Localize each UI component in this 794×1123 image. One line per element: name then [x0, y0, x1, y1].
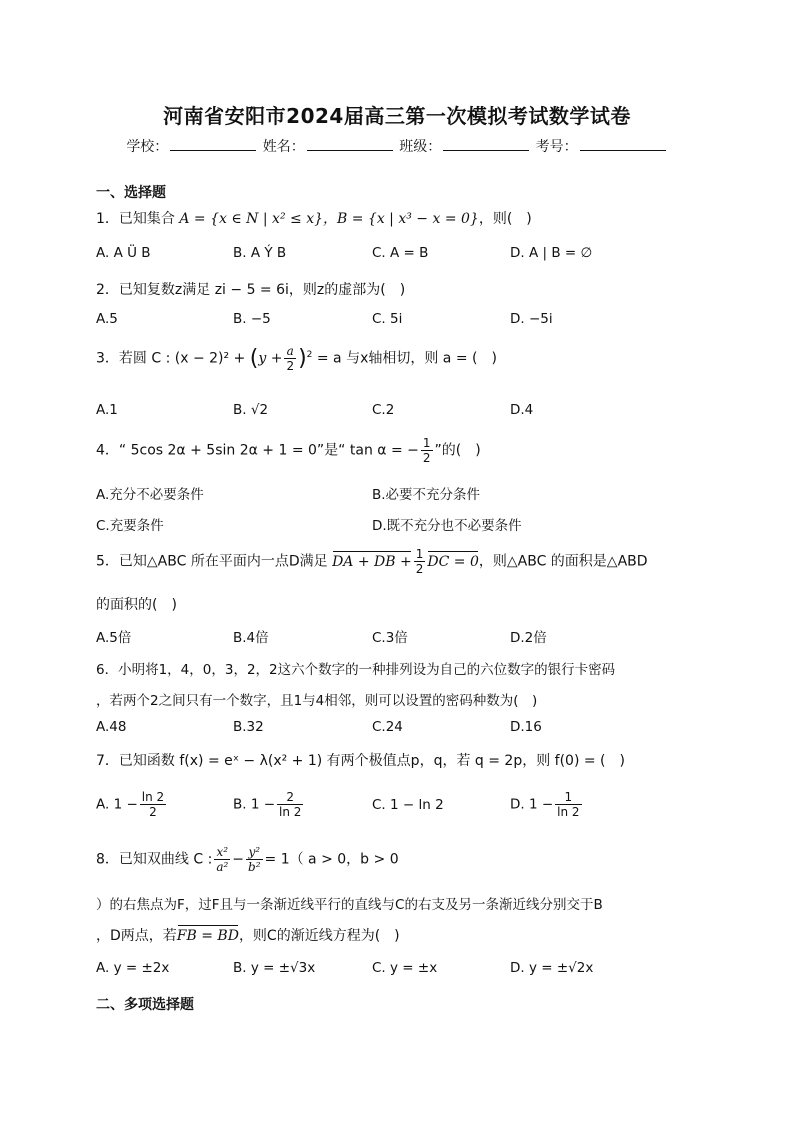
- class-blank: [443, 136, 529, 151]
- question-1-option-c: C. A = B: [372, 245, 429, 261]
- paren-open: (: [249, 346, 259, 371]
- question-6-option-d: D.16: [510, 719, 542, 735]
- number-label: 考号：: [535, 139, 578, 155]
- y-symbol: y +: [258, 350, 283, 367]
- question-1-lead: 1．已知集合: [96, 211, 175, 227]
- fraction-numerator: 1: [415, 547, 424, 561]
- fraction-denominator: a²: [216, 860, 229, 874]
- fraction-numerator: x²: [214, 845, 230, 860]
- fraction-numerator: 1: [422, 436, 431, 450]
- question-7-option-b: [233, 790, 305, 819]
- question-8-condition: = 1（ a > 0，b > 0: [264, 851, 399, 868]
- fraction-numerator: 2: [277, 790, 303, 805]
- question-6-option-b: B.32: [233, 719, 264, 735]
- name-label: 姓名：: [262, 139, 305, 155]
- question-6-option-c: C.24: [372, 719, 403, 735]
- fraction-numerator: 1: [555, 790, 581, 805]
- question-5-lead: 5．已知△ABC 所在平面内一点D满足: [96, 553, 328, 570]
- option-fraction: [140, 790, 166, 819]
- question-1-option-a: A. A Ü B: [96, 245, 151, 261]
- fraction-denominator: 2: [286, 359, 295, 373]
- set-a-formula: A = {x ∈ N | x² ≤ x}: [179, 211, 323, 227]
- question-4-stem: [96, 436, 481, 465]
- option-prefix: B. 1 −: [233, 796, 276, 813]
- question-1-stem: [96, 208, 532, 228]
- question-5-fraction: [414, 547, 426, 576]
- question-5-option-b: B.4倍: [233, 630, 269, 646]
- question-7-option-c: C. 1 − ln 2: [372, 797, 444, 813]
- vector-sum-a: DA + DB +: [332, 553, 412, 570]
- question-3-tail: = a 与x轴相切，则 a = ( ): [316, 350, 497, 367]
- question-3-fraction: [284, 344, 296, 373]
- fraction-numerator: ln 2: [141, 790, 165, 804]
- question-5-option-c: C.3倍: [372, 630, 408, 646]
- question-8-continued: ）的右焦点为F，过F且与一条渐近线平行的直线与C的右支及另一条渐近线分别交于B: [96, 897, 603, 913]
- fraction-denominator: 2: [149, 805, 157, 819]
- hyperbola-x-fraction: [214, 845, 230, 874]
- exam-title: 河南省安阳市2024届高三第一次模拟考试数学试卷: [163, 104, 631, 128]
- fraction-denominator: 2: [415, 562, 424, 576]
- option-prefix: A. 1 −: [96, 796, 138, 813]
- question-4-option-b: B.必要不充分条件: [372, 487, 481, 503]
- fraction-numerator: a: [284, 344, 296, 359]
- question-3-stem: [96, 344, 497, 373]
- question-8-option-a: A. y = ±2x: [96, 960, 170, 976]
- number-blank: [580, 136, 666, 151]
- question-1-option-b: B. A Ý B: [233, 245, 287, 261]
- question-4-fraction: [421, 436, 433, 465]
- question-8-lead-2: ，D两点，若: [96, 928, 177, 944]
- question-3-option-d: D.4: [510, 402, 534, 418]
- question-8-continued-2: [96, 925, 400, 945]
- question-5-option-a: A.5倍: [96, 630, 132, 646]
- question-6-continued: ，若两个2之间只有一个数字，且1与4相邻，则可以设置的密码种数为( ): [96, 693, 538, 709]
- section-heading-single-choice: 一、选择题: [96, 185, 166, 201]
- question-6-stem: 6．小明将1，4，0，3，2，2这六个数字的一种排列设为自己的六位数字的银行卡密码: [96, 662, 616, 678]
- question-5-continued: 的面积的( ): [96, 597, 177, 613]
- fraction-denominator: b²: [248, 860, 261, 874]
- question-7-stem: 7．已知函数 f(x) = eˣ − λ(x² + 1) 有两个极值点p，q，若 q = 2p，则 f(0) = ( ): [96, 753, 625, 769]
- school-label: 学校：: [126, 139, 169, 155]
- question-1-tail: ，则( ): [478, 211, 532, 227]
- vector-sum-b: DC = 0: [427, 553, 479, 570]
- question-2-stem: 2．已知复数z满足 zi − 5 = 6i，则z的虚部为( ): [96, 282, 406, 298]
- question-4-lead: 4．“ 5cos 2α + 5sin 2α + 1 = 0”是“ tan α = −: [96, 442, 419, 459]
- question-2-option-b: B. −5: [233, 311, 271, 327]
- vector-equation: FB = BD: [176, 928, 239, 944]
- question-3-lead: 3．若圆 C : (x − 2)² +: [96, 350, 246, 367]
- question-5-tail: ，则△ABC 的面积是△ABD: [478, 553, 648, 570]
- question-8-option-d: D. y = ±√2x: [510, 960, 594, 976]
- question-2-option-c: C. 5i: [372, 311, 403, 327]
- option-fraction: [277, 790, 303, 819]
- question-7-option-d: [510, 790, 584, 819]
- question-8-lead: 8．已知双曲线 C :: [96, 851, 213, 868]
- option-prefix: D. 1 −: [510, 796, 554, 813]
- question-3-option-a: A.1: [96, 402, 118, 418]
- question-6-option-a: A.48: [96, 719, 127, 735]
- question-1-option-d: D. A | B = ∅: [510, 245, 593, 261]
- exponent-2: 2: [306, 349, 313, 360]
- fraction-numerator: y²: [246, 845, 263, 860]
- question-5-option-d: D.2倍: [510, 630, 547, 646]
- option-fraction: [555, 790, 581, 819]
- question-8-option-c: C. y = ±x: [372, 960, 438, 976]
- paren-close: ): [298, 346, 307, 371]
- question-4-tail: ”的( ): [434, 442, 481, 459]
- question-2-option-d: D. −5i: [510, 311, 553, 327]
- name-blank: [307, 136, 393, 151]
- class-label: 班级：: [399, 139, 442, 155]
- question-4-option-d: D.既不充分也不必要条件: [372, 518, 522, 534]
- question-2-option-a: A.5: [96, 311, 118, 327]
- school-blank: [170, 136, 256, 151]
- question-7-option-a: [96, 790, 168, 819]
- student-info-line: [0, 136, 794, 156]
- question-8-tail: ，则C的渐近线方程为( ): [238, 928, 400, 944]
- set-b-formula: ，B = {x | x³ − x = 0}: [323, 211, 479, 227]
- hyperbola-y-fraction: [246, 845, 263, 874]
- minus-sign: −: [232, 851, 245, 868]
- question-4-option-a: A.充分不必要条件: [96, 487, 204, 503]
- fraction-denominator: ln 2: [557, 805, 580, 819]
- fraction-denominator: ln 2: [279, 805, 302, 819]
- section-heading-multiple-choice: 二、多项选择题: [96, 997, 194, 1013]
- question-8-option-b: B. y = ±√3x: [233, 960, 316, 976]
- question-4-option-c: C.充要条件: [96, 518, 164, 534]
- question-8-stem: [96, 845, 399, 874]
- question-3-option-c: C.2: [372, 402, 395, 418]
- question-5-stem: [96, 547, 648, 576]
- question-3-option-b: B. √2: [233, 402, 269, 418]
- fraction-denominator: 2: [422, 451, 431, 465]
